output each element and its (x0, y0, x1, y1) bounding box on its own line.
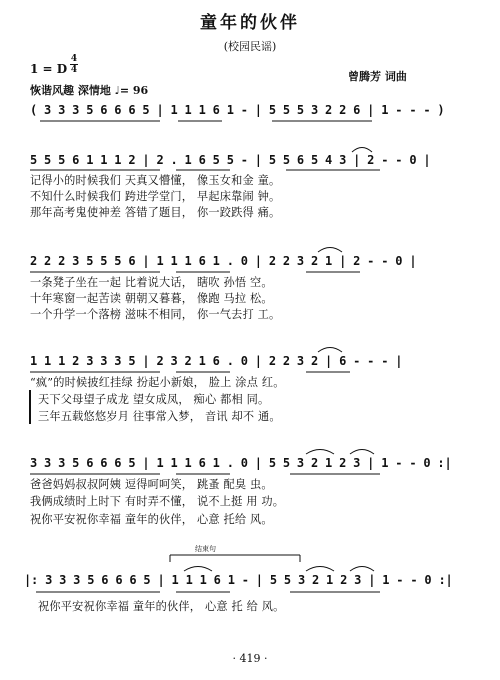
system-2-notes: 2 2 2 3 5 5 5 6 | 1 1 1 6 1 . 0 | 2 2 3 2 1 | 2 - - 0 | (30, 254, 417, 268)
system-3-lyric-2: 天下父母望子成龙 望女成凤， 痴心 都相 同。 (38, 393, 270, 406)
system-2-lyric-2: 十年寒窗一起苦读 朝朝又暮暮， 像跑 马拉 松。 (30, 292, 273, 305)
system-5-lyric-1: 祝你平安祝你幸福 童年的伙伴， 心意 托 给 风。 (38, 600, 285, 613)
author-credit: 曾腾芳 词曲 (348, 70, 407, 83)
system-1-lyric-1: 记得小的时候我们 天真又懵懂， 像玉女和金 童。 (30, 174, 281, 187)
system-5-notes: |: 3 3 3 5 6 6 6 5 | 1 1 1 6 1 - | 5 5 3 2 1 2 3 | 1 - - 0 :| (24, 573, 453, 587)
song-subtitle: (校园民谣) (223, 40, 277, 53)
system-1-notes: 5 5 5 6 1 1 1 2 | 2 . 1 6 5 5 - | 5 5 6 5 4 3 | 2 - - 0 | (30, 153, 431, 167)
time-signature-top: 4 (70, 54, 78, 64)
system-2-lyric-3: 一个升学一个落榜 滋味不相同， 你一气去打 工。 (30, 308, 281, 321)
system-3-lyric-3: 三年五载悠悠岁月 往事常入梦， 音讯 却不 通。 (38, 410, 281, 423)
system-4-notes: 3 3 3 5 6 6 6 5 | 1 1 1 6 1 . 0 | 5 5 3 2 1 2 3 | 1 - - 0 :| (30, 456, 452, 470)
page-number: · 419 · (232, 652, 268, 665)
song-title: 童年的伙伴 (200, 13, 300, 33)
system-4-lyric-2: 我俩成绩时上时下 有时弄不懂， 说不上挺 用 功。 (30, 495, 285, 508)
time-signature-bottom: 4 (70, 65, 78, 75)
system-1-lyric-2: 不知什么时候我们 跨进学堂门， 早起床靠闹 钟。 (30, 190, 281, 203)
tempo-marking: 恢谐风趣 深情地 ♩= 96 (30, 84, 149, 97)
ending-marker: 结束句 (195, 545, 216, 553)
system-4-lyric-1: 爸爸妈妈叔叔阿姨 逗得呵呵笑， 跳蚤 配臭 虫。 (30, 478, 273, 491)
intro-notes: ( 3 3 3 5 6 6 6 5 | 1 1 1 6 1 - | 5 5 5 3 2 2 6 | 1 - - - ) (30, 103, 445, 117)
system-3-lyric-1: “疯”的时候披红挂绿 扮起小新娘， 脸上 涂点 红。 (30, 376, 285, 389)
system-1-lyric-3: 那年高考鬼使神差 答错了题目， 你一跤跌得 痛。 (30, 206, 281, 219)
key-signature: 1 = D (30, 62, 68, 76)
system-3-notes: 1 1 1 2 3 3 3 5 | 2 3 2 1 6 . 0 | 2 2 3 2 | 6 - - - | (30, 354, 403, 368)
system-2-lyric-1: 一条凳子坐在一起 比着说大话， 瞎吹 孙悟 空。 (30, 276, 273, 289)
system-4-lyric-3: 祝你平安祝你幸福 童年的伙伴， 心意 托给 风。 (30, 513, 273, 526)
